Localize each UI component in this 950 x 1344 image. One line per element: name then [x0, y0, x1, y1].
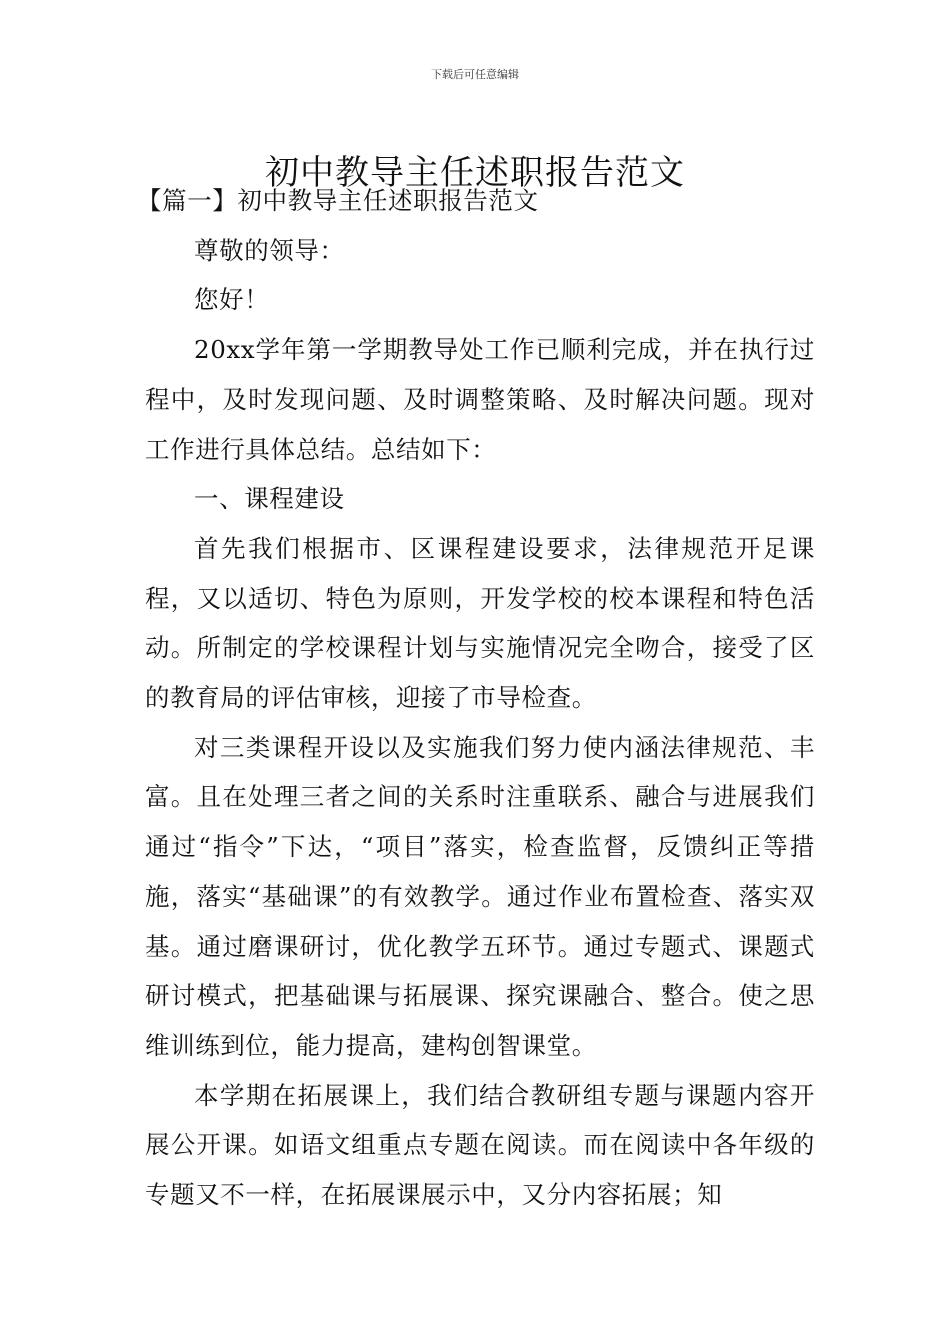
section-heading: 【篇一】初中教导主任述职报告范文	[137, 186, 539, 215]
document-title: 初中教导主任述职报告范文	[265, 152, 685, 193]
header-note: 下载后可任意编辑	[431, 68, 519, 81]
paragraph-greeting: 您好！	[194, 285, 270, 315]
paragraph-curriculum-2: 对三类课程开设以及实施我们努力使内涵法律规范、丰富。且在处理三者之间的关系时注重联系、融合与进展我们通过“指令”下达，“项目”落实，检查监督，反馈纠正等措施，落实“基础课”的有效教学。通过作业布置检查、落实双基。通过磨课研讨，优化教学五环节。通过专题式、课题式研讨模式，把基础课与拓展课、探究课融合、整合。使之思维训练到位，能力提高，建构创智课堂。	[145, 732, 815, 1060]
paragraph-curriculum-3: 本学期在拓展课上，我们结合教研组专题与课题内容开展公开课。如语文组重点专题在阅读。而在阅读中各年级的专题又不一样，在拓展课展示中，又分内容拓展；知	[145, 1080, 815, 1210]
paragraph-curriculum-1: 首先我们根据市、区课程建设要求，法律规范开足课程，又以适切、特色为原则，开发学校的校本课程和特色活动。所制定的学校课程计划与实施情况完全吻合，接受了区的教育局的评估审核，迎接了市导检查。	[145, 533, 815, 713]
subheading-curriculum: 一、课程建设	[194, 484, 345, 514]
document-body	[137, 176, 815, 1220]
paragraph-salutation: 尊敬的领导：	[194, 235, 345, 265]
paragraph-intro: 20xx学年第一学期教导处工作已顺利完成，并在执行过程中，及时发现问题、及时调整策略、及时解决问题。现对工作进行具体总结。总结如下：	[145, 335, 815, 464]
